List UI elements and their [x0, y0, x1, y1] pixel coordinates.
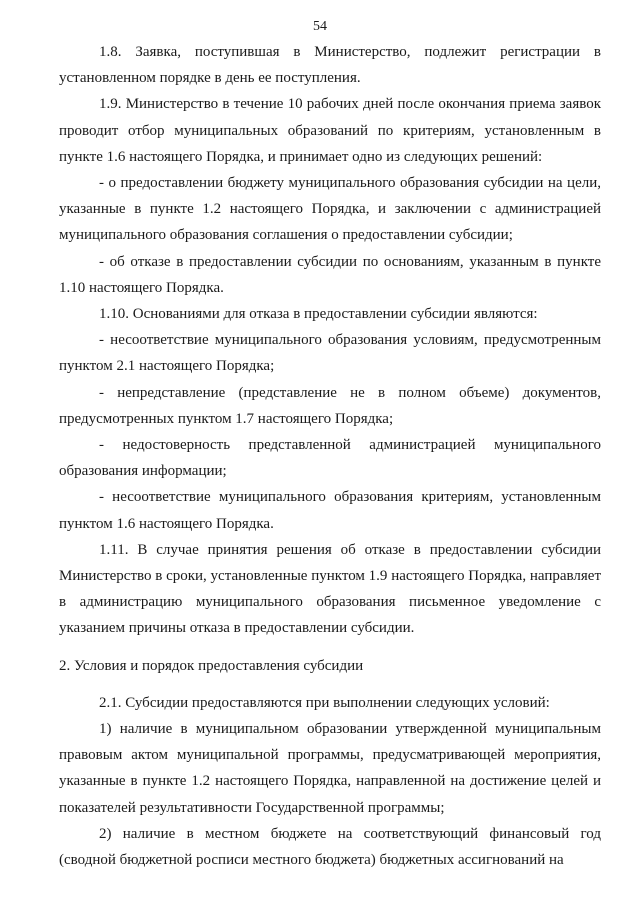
section-heading: 2. Условия и порядок предоставления субсидии	[59, 657, 364, 674]
document-body	[59, 39, 601, 873]
paragraph-1-9: 1.9. Министерство в течение 10 рабочих дней после окончания приема заявок проводит отбор муниципальных образований по критериям, установленным в пункте 1.6 настоящего Порядка, и принимает одно из следующих решений:	[59, 96, 601, 165]
list-item-decision-grant: - о предоставлении бюджету муниципального образования субсидии на цели, указанные в пункте 1.2 настоящего Порядка, и заключении с администрацией муниципального образования соглашения о предоставлении субсидии;	[59, 175, 601, 244]
list-item-refusal-conditions: - несоответствие муниципального образования условиям, предусмотренным пунктом 2.1 настоящего Порядка;	[59, 332, 601, 375]
list-item-refusal-criteria: - несоответствие муниципального образования критериям, установленным пунктом 1.6 настоящего Порядка.	[59, 489, 601, 532]
page-number: 54	[313, 19, 327, 34]
list-item-refusal-documents: - непредставление (представление не в полном объеме) документов, предусмотренных пунктом 1.7 настоящего Порядка;	[59, 384, 601, 427]
paragraph-1-10: 1.10. Основаниями для отказа в предоставлении субсидии являются:	[99, 306, 538, 323]
paragraph-2-1: 2.1. Субсидии предоставляются при выполнении следующих условий:	[99, 694, 550, 711]
paragraph-1-8: 1.8. Заявка, поступившая в Министерство, подлежит регистрации в установленном порядке в день ее поступления.	[59, 44, 601, 87]
list-item-decision-refusal: - об отказе в предоставлении субсидии по основаниям, указанным в пункте 1.10 настоящего Порядка.	[59, 253, 601, 296]
paragraph-1-11: 1.11. В случае принятия решения об отказе в предоставлении субсидии Министерство в сроки, установленные пунктом 1.9 настоящего Порядка, направляет в администрацию муниципального образования письменное уведомление с указанием причины отказа в предоставлении субсидии.	[59, 541, 601, 637]
condition-item-1: 1) наличие в муниципальном образовании утвержденной муниципальным правовым актом муниципальной программы, предусматривающей мероприятия, указанные в пункте 1.2 настоящего Порядка, направленной на достижение целей и показателей результативности Государственной программы;	[59, 721, 601, 816]
list-item-refusal-information: - недостоверность представленной администрацией муниципального образования информации;	[59, 437, 601, 480]
condition-item-2: 2) наличие в местном бюджете на соответствующий финансовый год (сводной бюджетной росписи местного бюджета) бюджетных ассигнований на	[59, 825, 601, 869]
